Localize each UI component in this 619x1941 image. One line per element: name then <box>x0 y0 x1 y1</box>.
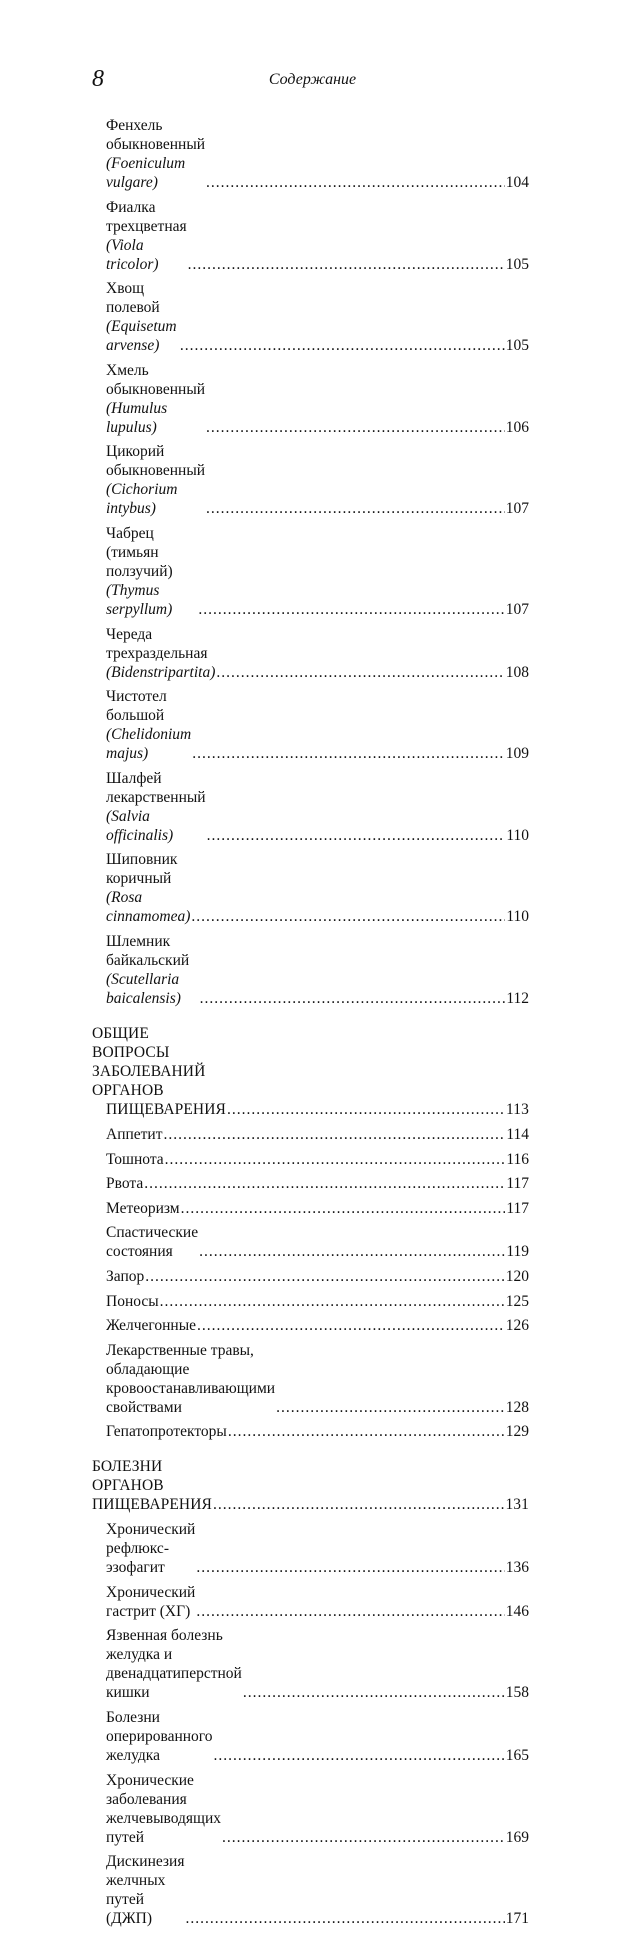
toc-entry-title: Шиповник коричный <box>106 851 178 888</box>
toc-entry-page: 129 <box>505 1423 529 1441</box>
leader-dots <box>192 744 505 763</box>
leader-dots <box>145 1267 505 1286</box>
toc-entry[interactable] <box>106 1292 529 1311</box>
toc-chapter-page: 113 <box>506 1100 529 1118</box>
toc-entry-title: Хвощ полевой <box>106 280 160 317</box>
leader-dots <box>198 600 504 619</box>
leader-dots <box>181 1199 506 1218</box>
table-of-contents <box>0 116 619 1941</box>
toc-entry[interactable] <box>106 524 529 619</box>
toc-entry[interactable] <box>106 1708 529 1765</box>
toc-entry-title: Спастические состояния <box>106 1224 199 1261</box>
toc-entry[interactable] <box>106 1771 529 1847</box>
toc-chapter-title-line2: ПИЩЕВАРЕНИЯ <box>106 1100 226 1118</box>
toc-entry[interactable] <box>106 1174 529 1193</box>
toc-entry-title: Язвенная болезнь желудка и двенадцатиперстной кишки <box>106 1627 242 1702</box>
toc-entry-page: 104 <box>505 174 529 191</box>
toc-entry-title: Чистотел большой <box>106 688 167 725</box>
toc-entry-page: 136 <box>505 1559 529 1577</box>
toc-entry-title: Чабрец (тимьян ползучий) <box>106 524 173 580</box>
toc-entry-title: Шалфей лекарственный <box>106 769 206 806</box>
toc-entry-title: Тошнота <box>106 1150 164 1168</box>
toc-entry-page: 169 <box>505 1828 529 1846</box>
leader-dots <box>165 1150 506 1169</box>
leader-dots <box>213 1495 504 1514</box>
toc-entry-page: 165 <box>505 1747 529 1765</box>
toc-entry-page: 106 <box>505 418 529 436</box>
leader-dots <box>216 663 504 682</box>
toc-entry[interactable] <box>106 769 529 845</box>
toc-section-plants <box>0 116 619 1008</box>
toc-entry-page: 105 <box>505 337 529 355</box>
leader-dots <box>276 1398 505 1417</box>
toc-entry[interactable] <box>106 1150 529 1169</box>
toc-entry-page: 109 <box>505 745 529 763</box>
leader-dots <box>185 1909 504 1928</box>
toc-entry-title: Фиалка трехцветная <box>106 198 187 235</box>
leader-dots <box>228 1422 505 1441</box>
leader-dots <box>214 1746 505 1765</box>
toc-entry-title: Хронический рефлюкс-эзофагит <box>106 1521 196 1577</box>
toc-entry[interactable] <box>106 116 529 192</box>
toc-entry-latin: (Scutellaria baicalensis) <box>106 970 181 1007</box>
toc-entry-latin: (Cichorium intybus) <box>106 481 178 518</box>
toc-entry-title: Цикорий обыкновенный <box>106 443 206 480</box>
toc-entry-page: 110 <box>506 908 529 926</box>
toc-entry-page: 105 <box>505 255 529 273</box>
leader-dots <box>196 1602 504 1621</box>
toc-entry-page: 108 <box>505 663 529 681</box>
toc-entry-latin: (Viola tricolor) <box>106 236 159 273</box>
toc-entry-page: 117 <box>506 1175 529 1193</box>
leader-dots <box>164 1125 506 1144</box>
toc-entry[interactable] <box>106 1223 529 1261</box>
toc-entry-latin: (Chelidonium majus) <box>106 726 192 763</box>
leader-dots <box>191 907 505 926</box>
leader-dots <box>243 1683 505 1702</box>
toc-entry-latin: (Salvia officinalis) <box>106 807 174 844</box>
toc-entry-title: Череда трехраздельная <box>106 625 208 662</box>
leader-dots <box>199 1242 505 1261</box>
toc-entry-page: 110 <box>506 826 529 844</box>
toc-entry[interactable] <box>106 850 529 926</box>
toc-entry[interactable] <box>106 279 529 355</box>
toc-entry-title: Гепатопротекторы <box>106 1423 227 1441</box>
toc-entry-page: 126 <box>505 1317 529 1335</box>
toc-entry-title: Дискинезия желчных путей (ДЖП) <box>106 1853 185 1928</box>
toc-entry-title-line1: Лекарственные травы, обладающие <box>106 1341 254 1378</box>
toc-entry-title-line2: кровоостанавливающими свойствами <box>106 1379 276 1416</box>
toc-entry-latin: (Foeniculum vulgare) <box>106 155 186 191</box>
toc-entry-page: 171 <box>505 1910 529 1928</box>
leader-dots <box>206 173 505 192</box>
toc-chapter-title: БОЛЕЗНИ ОРГАНОВ ПИЩЕВАРЕНИЯ <box>92 1458 212 1514</box>
toc-entry[interactable] <box>106 442 529 518</box>
toc-entry-latin: (Bidenstripartita) <box>106 663 216 681</box>
toc-entry[interactable] <box>106 1626 529 1702</box>
page-header <box>92 66 533 96</box>
toc-chapter-heading[interactable] <box>92 1457 529 1514</box>
toc-entry[interactable] <box>106 1199 529 1218</box>
leader-dots <box>200 989 506 1008</box>
toc-entry-page: 117 <box>506 1199 529 1217</box>
toc-entry-page: 146 <box>505 1602 529 1620</box>
toc-entry-title: Хмель обыкновенный <box>106 361 206 398</box>
toc-entry-title: Рвота <box>106 1175 144 1193</box>
leader-dots <box>160 1292 505 1311</box>
toc-entry[interactable] <box>106 1267 529 1286</box>
toc-chapter-title-line1: ОБЩИЕ ВОПРОСЫ ЗАБОЛЕВАНИЙ ОРГАНОВ <box>92 1024 206 1099</box>
toc-entry[interactable] <box>106 198 529 274</box>
toc-entry-title: Шлемник байкальский <box>106 932 190 969</box>
toc-entry[interactable] <box>106 1852 529 1928</box>
toc-entry-title: Болезни оперированного желудка <box>106 1709 213 1765</box>
toc-entry-page: 112 <box>506 989 529 1007</box>
toc-entry[interactable] <box>106 687 529 763</box>
toc-entry-page: 107 <box>505 500 529 518</box>
toc-entry-latin: (Equisetum arvense) <box>106 318 177 355</box>
toc-entry-page: 128 <box>505 1398 529 1416</box>
toc-entry-page: 158 <box>505 1684 529 1702</box>
toc-entry[interactable] <box>106 625 529 682</box>
toc-entry-latin: (Humulus lupulus) <box>106 399 168 436</box>
toc-chapter-page: 131 <box>505 1496 529 1514</box>
toc-entry-title: Хронический гастрит (ХГ) <box>106 1583 196 1620</box>
toc-entry[interactable] <box>106 1422 529 1441</box>
toc-entry[interactable] <box>106 1125 529 1144</box>
toc-entry-page: 114 <box>506 1125 529 1143</box>
toc-entry-page: 116 <box>506 1150 529 1168</box>
toc-entry-title: Метеоризм <box>106 1199 180 1217</box>
toc-entry-title: Запор <box>106 1267 145 1285</box>
page-number: 8 <box>92 66 104 92</box>
leader-dots <box>188 255 505 274</box>
leader-dots <box>222 1828 505 1847</box>
toc-entry[interactable] <box>106 1520 529 1577</box>
toc-entry[interactable] <box>106 1341 529 1417</box>
toc-entry-title: Аппетит <box>106 1125 163 1143</box>
toc-section-general-digestive <box>0 1024 619 1441</box>
toc-entry-title: Желчегонные <box>106 1317 196 1335</box>
toc-entry[interactable] <box>106 1583 529 1621</box>
leader-dots <box>227 1100 505 1119</box>
toc-entry[interactable] <box>106 932 529 1008</box>
toc-entry-latin: (Rosa cinnamomea) <box>106 889 191 926</box>
leader-dots <box>144 1174 505 1193</box>
toc-entry-page: 107 <box>505 600 529 618</box>
toc-entry-title: Поносы <box>106 1292 159 1310</box>
leader-dots <box>206 499 505 518</box>
leader-dots <box>197 1316 505 1335</box>
toc-entry-page: 119 <box>506 1243 529 1261</box>
leader-dots <box>196 1558 504 1577</box>
toc-entry-page: 125 <box>505 1292 529 1310</box>
toc-entry-title: Фенхель обыкновенный <box>106 117 206 153</box>
toc-section-digestive-diseases <box>0 1457 619 1928</box>
toc-entry[interactable] <box>106 1316 529 1335</box>
toc-chapter-heading[interactable] <box>92 1024 529 1119</box>
toc-entry[interactable] <box>106 361 529 437</box>
leader-dots <box>207 826 506 845</box>
leader-dots <box>180 336 505 355</box>
toc-entry-latin: (Thymus serpyllum) <box>106 581 173 618</box>
toc-entry-page: 120 <box>505 1267 529 1285</box>
running-title: Содержание <box>268 71 357 88</box>
leader-dots <box>206 418 505 437</box>
toc-entry-title: Хронические заболевания желчевыводящих путей <box>106 1771 222 1846</box>
